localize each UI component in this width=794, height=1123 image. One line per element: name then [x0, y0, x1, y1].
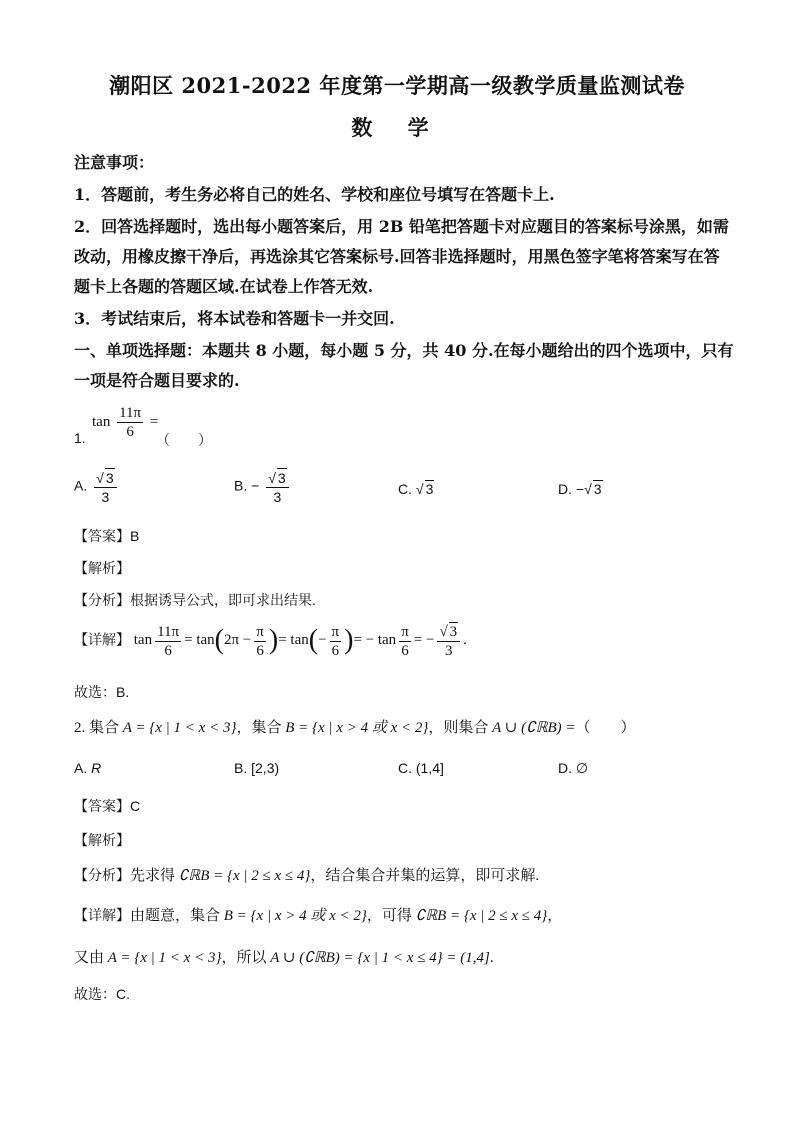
q1-option-b-denominator: 3	[273, 489, 282, 505]
q1-tan: tan	[92, 413, 111, 430]
q1-option-a-radicand: 3	[105, 470, 114, 486]
note-item-2-line-2: 改动，用橡皮擦干净后，再选涂其它答案标号.回答非选择题时，用黑色签字笔将答案写在答	[74, 247, 720, 266]
q2-detail: 【详解】由题意，集合 B = {x | x > 4 或 x < 2}，可得 ∁ℝB = {x | 2 ≤ x ≤ 4}，	[74, 908, 563, 924]
q2-option-d: D. ∅	[558, 760, 589, 776]
notes-heading: 注意事项：	[74, 153, 155, 172]
q1-option-d-radicand: 3	[593, 481, 602, 497]
q2-set-a: A = {x | 1 < x < 3}	[122, 720, 237, 736]
q1-paren: （ ）	[156, 432, 212, 448]
q2-analysis-tag: 【解析】	[74, 833, 130, 849]
exam-subject: 数 学	[351, 115, 443, 140]
q1-detail-math: tan $\frac{11\pi}{6}$ = tan(2π − $\frac{\pi}{6}$ )= tan(− $\frac{\pi}{6}$ )= − tan $\frac{\pi}{6}$ = − $\frac{√ 3}{3}$ .	[133, 623, 467, 659]
q1-equals: =	[149, 413, 159, 430]
q2-answer: 【答案】C	[74, 798, 141, 815]
section-heading-line-2: 一项是符合题目要求的.	[74, 371, 240, 390]
q2-option-c: C. (1,4]	[398, 760, 444, 776]
q1-option-b-radicand: 3	[277, 470, 286, 486]
note-item-1: 1．答题前，考生务必将自己的姓名、学校和座位号填写在答题卡上.	[74, 185, 555, 204]
q1-fraction-numerator: 11π	[119, 405, 142, 421]
q2-conclusion: 故选：C.	[74, 986, 130, 1002]
q1-analysis-tag: 【解析】	[74, 561, 130, 577]
q1-option-d: D. −√ 3	[558, 481, 602, 497]
q2-set-b: B = {x | x > 4 或 x < 2}	[285, 720, 429, 736]
q1-option-a-denominator: 3	[101, 489, 110, 505]
q2-detail-continued: 又由 A = {x | 1 < x < 3}，所以 A ∪ (∁ℝB) = {x | 1 < x ≤ 4} = (1,4].	[74, 950, 494, 966]
q2-option-a: A. R	[74, 760, 102, 776]
q2-option-b: B. [2,3)	[234, 760, 280, 776]
q1-number: 1.	[74, 430, 86, 446]
note-item-2-line-3: 题卡上各题的答题区域.在试卷上作答无效.	[74, 277, 374, 296]
q1-option-b: B. − $\frac{√ 3}{3}$	[234, 468, 292, 506]
q1-answer: 【答案】B	[74, 528, 140, 545]
q1-conclusion: 故选：B.	[74, 684, 130, 700]
note-item-2-line-1: 2．回答选择题时，选出每小题答案后，用 2B 铅笔把答题卡对应题目的答案标号涂黑，如需	[74, 217, 729, 236]
q1-stem	[92, 404, 158, 441]
q1-option-c-radicand: 3	[425, 481, 434, 497]
section-heading-line-1: 一、单项选择题：本题共 8 小题，每小题 5 分，共 40 分.在每小题给出的四个选项中，只有	[74, 341, 734, 360]
q2-expression: A ∪ (∁ℝB) =	[492, 720, 576, 736]
q1-fraction	[117, 404, 143, 441]
q2-fenxi: 【分析】先求得 ∁ℝB = {x | 2 ≤ x ≤ 4}，结合集合并集的运算，即可求解.	[74, 868, 540, 884]
q1-fenxi: 【分析】根据诱导公式，即可求出结果.	[74, 592, 316, 609]
note-item-3: 3．考试结束后，将本试卷和答题卡一并交回.	[74, 309, 395, 328]
q2-stem: 2. 集合 A = {x | 1 < x < 3}，集合 B = {x | x > 4 或 x < 2}，则集合 A ∪ (∁ℝB) =（ ）	[74, 720, 636, 736]
q1-fraction-denominator: 6	[126, 424, 134, 440]
q1-detail: 【详解】 tan $\frac{11\pi}{6}$ = tan(2π − $\frac{\pi}{6}$ )= tan(− $\frac{\pi}{6}$ )= − tan $\frac{\pi}{6}$ = − $\frac{√ 3}{3}$ .	[74, 623, 467, 659]
q1-option-a: A. $\frac{√ 3}{3}$	[74, 468, 120, 506]
exam-title: 潮阳区 2021-2022 年度第一学期高一级教学质量监测试卷	[109, 73, 685, 98]
q1-option-c: C. √ 3	[398, 481, 434, 497]
